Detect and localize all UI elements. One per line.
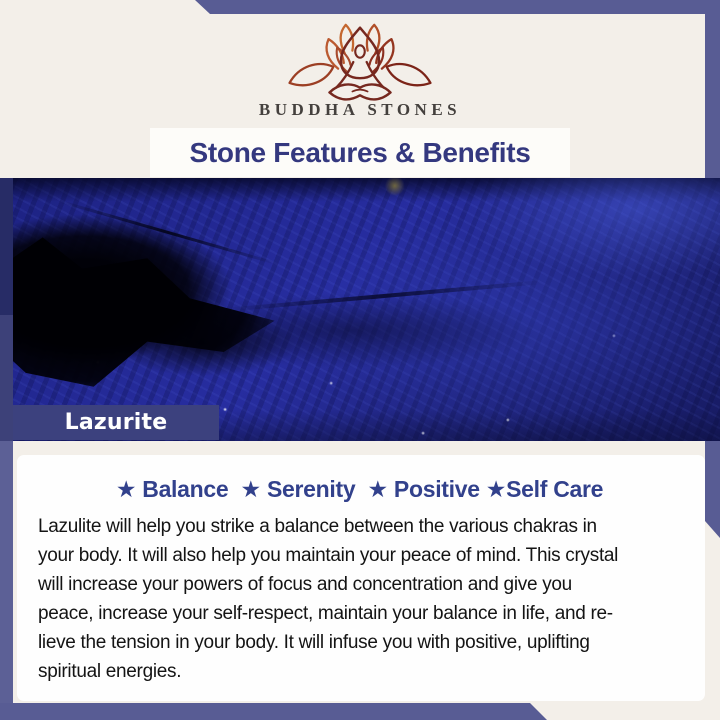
right-accent-strip-bottom bbox=[705, 441, 720, 538]
benefits-line: ★ Balance ★ Serenity ★ Positive ★Self Care bbox=[115, 476, 604, 502]
description-line-3: will increase your powers of focus and concentration and give you bbox=[38, 574, 572, 595]
brand-name: BUDDHA STONES bbox=[258, 100, 462, 119]
stone-crack-line bbox=[59, 199, 277, 264]
stone-description bbox=[38, 512, 681, 686]
description-line-2: your body. It will also help you maintain your peace of mind. This crystal bbox=[38, 545, 619, 566]
right-accent-strip-top bbox=[705, 0, 720, 179]
top-accent-bar bbox=[195, 0, 720, 14]
description-line-6: spiritual energies. bbox=[38, 661, 182, 682]
stone-crack-line bbox=[226, 280, 543, 312]
description-card bbox=[17, 455, 705, 701]
stone-name-label: Lazurite bbox=[64, 410, 168, 435]
stone-name-banner bbox=[13, 405, 219, 440]
description-line-5: lieve the tension in your body. It will infuse you with positive, uplifting bbox=[38, 632, 590, 653]
section-title: Stone Features & Benefits bbox=[189, 137, 531, 168]
left-accent-strip-light bbox=[0, 441, 13, 720]
lazurite-stone-photo bbox=[13, 178, 720, 441]
section-title-box bbox=[150, 128, 570, 177]
left-accent-strip-dark bbox=[0, 178, 13, 315]
bottom-accent-bar bbox=[0, 703, 547, 720]
description-line-1: Lazulite will help you strike a balance between the various chakras in bbox=[38, 516, 597, 537]
lotus-meditation-icon bbox=[280, 22, 440, 102]
description-line-4: peace, increase your self-respect, maintain your balance in life, and re- bbox=[38, 603, 613, 624]
left-accent-strip-mid bbox=[0, 315, 13, 441]
